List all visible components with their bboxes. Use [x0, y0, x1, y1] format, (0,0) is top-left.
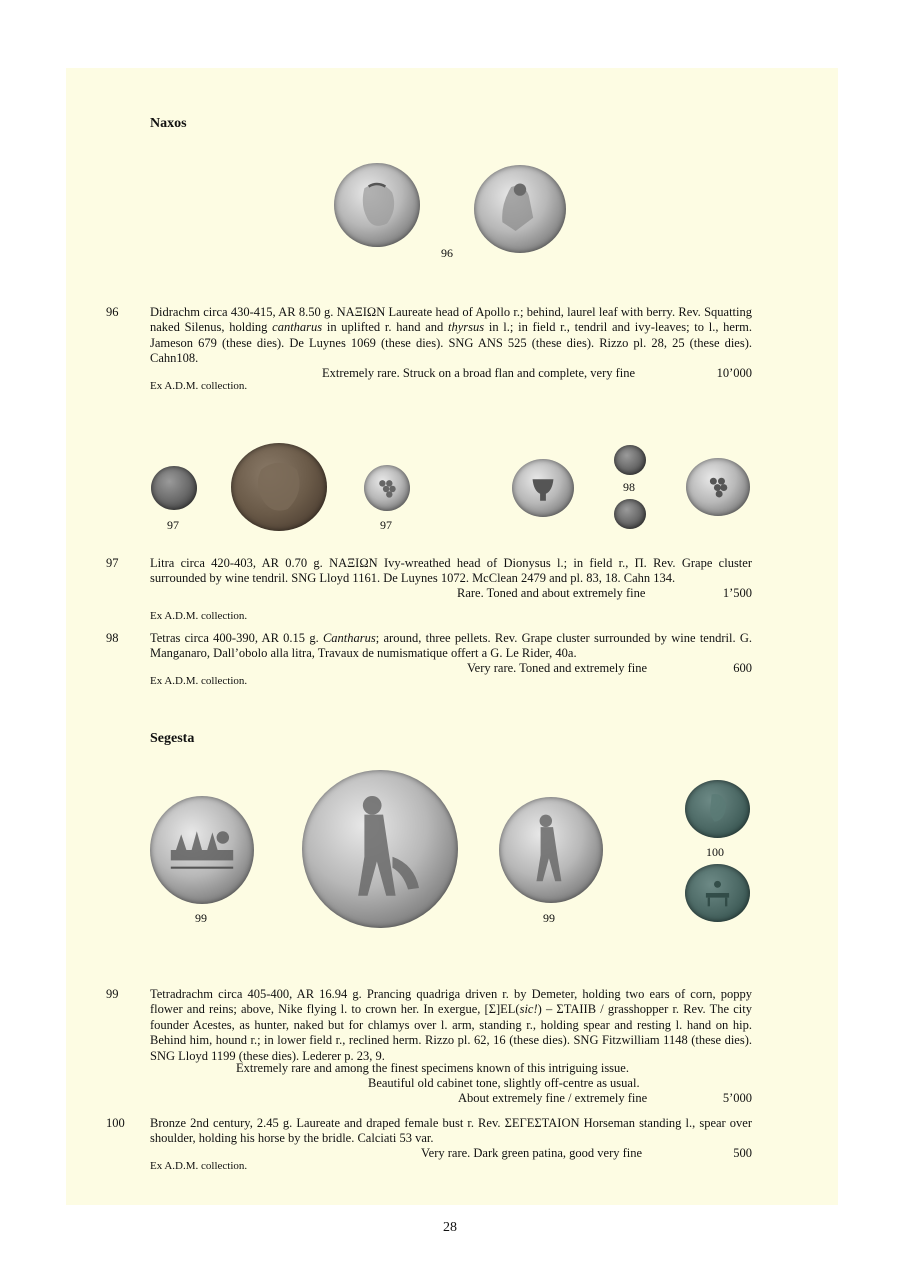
lot-description-97: Litra circa 420-403, AR 0.70 g. ΝΑΞΙΩΝ Ivy-wreathed head of Dionysus l.; in field r., Π. Rev. Grape cluster surrounded by wine tendril. SNG Lloyd 1161. De Luynes 1072. McClean 2479 and pl. 83, 18. Cahn 134.	[150, 556, 752, 586]
lot-rating-99-line3: About extremely fine / extremely fine	[458, 1091, 648, 1105]
lot-price-99: 5’000	[722, 1091, 752, 1105]
coin-label-100: 100	[706, 845, 724, 859]
lot-rating-99-line1: Extremely rare and among the finest specimens known of this intriguing issue.	[236, 1061, 629, 1075]
lot-description-96: Didrachm circa 430-415, AR 8.50 g. ΝΑΞΙΩΝ Laureate head of Apollo r.; behind, laurel leaf with berry. Rev. Squatting naked Silenus, holding cantharus in uplifted r. hand and thyrsus in l.; in field r., tendril and ivy-leaves; to l., herm. Jameson 679 (these dies). De Luynes 1069 (these dies). SNG ANS 525 (these dies). Rizzo pl. 28, 25 (these dies). Cahn108.	[150, 305, 752, 366]
coin-98-reverse-enlarged-image	[686, 458, 750, 516]
lot-rating-96: Extremely rare. Struck on a broad flan and complete, very fine	[322, 366, 636, 380]
lot-price-97: 1’500	[722, 586, 752, 600]
lot-number-99: 99	[106, 987, 119, 1001]
coin-100-obverse-image	[685, 780, 750, 838]
lot-description-98: Tetras circa 400-390, AR 0.15 g. Cantharus; around, three pellets. Rev. Grape cluster surrounded by wine tendril. G. Manganaro, Dall’obolo alla litra, Travaux de numismatique offert a G. Le Rider, 40a.	[150, 631, 752, 661]
coin-97-obverse-enlarged-image	[231, 443, 327, 531]
coin-99-obverse-image	[150, 796, 254, 904]
coin-96-reverse-image	[474, 165, 566, 253]
lot-provenance-98: Ex A.D.M. collection.	[150, 675, 248, 687]
lot-number-96: 96	[106, 305, 119, 319]
coin-label-99-a: 99	[195, 911, 207, 925]
coin-96-obverse-image	[334, 163, 420, 247]
coin-100-reverse-image	[685, 864, 750, 922]
coin-label-97-a: 97	[167, 518, 179, 532]
coin-label-97-b: 97	[380, 518, 392, 532]
lot-rating-99-line2: Beautiful old cabinet tone, slightly off-centre as usual.	[368, 1076, 640, 1090]
coin-98-reverse-small-image	[614, 499, 646, 529]
coin-label-99-b: 99	[543, 911, 555, 925]
lot-provenance-96: Ex A.D.M. collection.	[150, 380, 248, 392]
section-title-segesta: Segesta	[150, 731, 195, 746]
coin-98-obverse-enlarged-image	[512, 459, 574, 517]
lot-number-97: 97	[106, 556, 119, 570]
lot-rating-97: Rare. Toned and about extremely fine	[457, 586, 646, 600]
lot-rating-98: Very rare. Toned and extremely fine	[467, 661, 648, 675]
lot-price-100: 500	[733, 1146, 752, 1160]
coin-99-reverse-enlarged-image	[302, 770, 458, 928]
lot-description-99: Tetradrachm circa 405-400, AR 16.94 g. Prancing quadriga driven r. by Demeter, holding two ears of corn, poppy flower and reins; above, Nike flying l. to crown her. In exergue, [Σ]EL(sic!) – ΣΤΑΙΙΒ / grasshopper r. Rev. The city founder Acestes, as hunter, naked but for chlamys over l. arm, standing r., holding spear and resting l. hand on hip. Behind him, hound r.; in lower field r., reclined herm. Rizzo pl. 62, 16 (these dies). SNG Fitzwilliam 1148 (these dies). SNG Lloyd 1199 (these dies). Lederer p. 23, 9.	[150, 987, 752, 1063]
coin-label-98: 98	[623, 480, 635, 494]
lot-provenance-100: Ex A.D.M. collection.	[150, 1160, 248, 1172]
lot-rating-100: Very rare. Dark green patina, good very fine	[421, 1146, 643, 1160]
coin-98-obverse-small-image	[614, 445, 646, 475]
section-title-naxos: Naxos	[150, 116, 187, 131]
coin-97-reverse-image	[364, 465, 410, 511]
lot-description-100: Bronze 2nd century, 2.45 g. Laureate and draped female bust r. Rev. ΣΕΓΕΣΤΑΙΟΝ Horseman standing l., spear over shoulder, holding his horse by the bridle. Calciati 53 var.	[150, 1116, 752, 1146]
lot-number-98: 98	[106, 631, 119, 645]
coin-97-obverse-small-image	[151, 466, 197, 510]
lot-price-96: 10’000	[716, 366, 752, 380]
lot-provenance-97: Ex A.D.M. collection.	[150, 610, 248, 622]
lot-price-98: 600	[733, 661, 752, 675]
page-number: 28	[443, 1220, 457, 1235]
coin-99-reverse-image	[499, 797, 603, 903]
coin-label-96: 96	[441, 246, 453, 260]
lot-number-100: 100	[106, 1116, 125, 1130]
